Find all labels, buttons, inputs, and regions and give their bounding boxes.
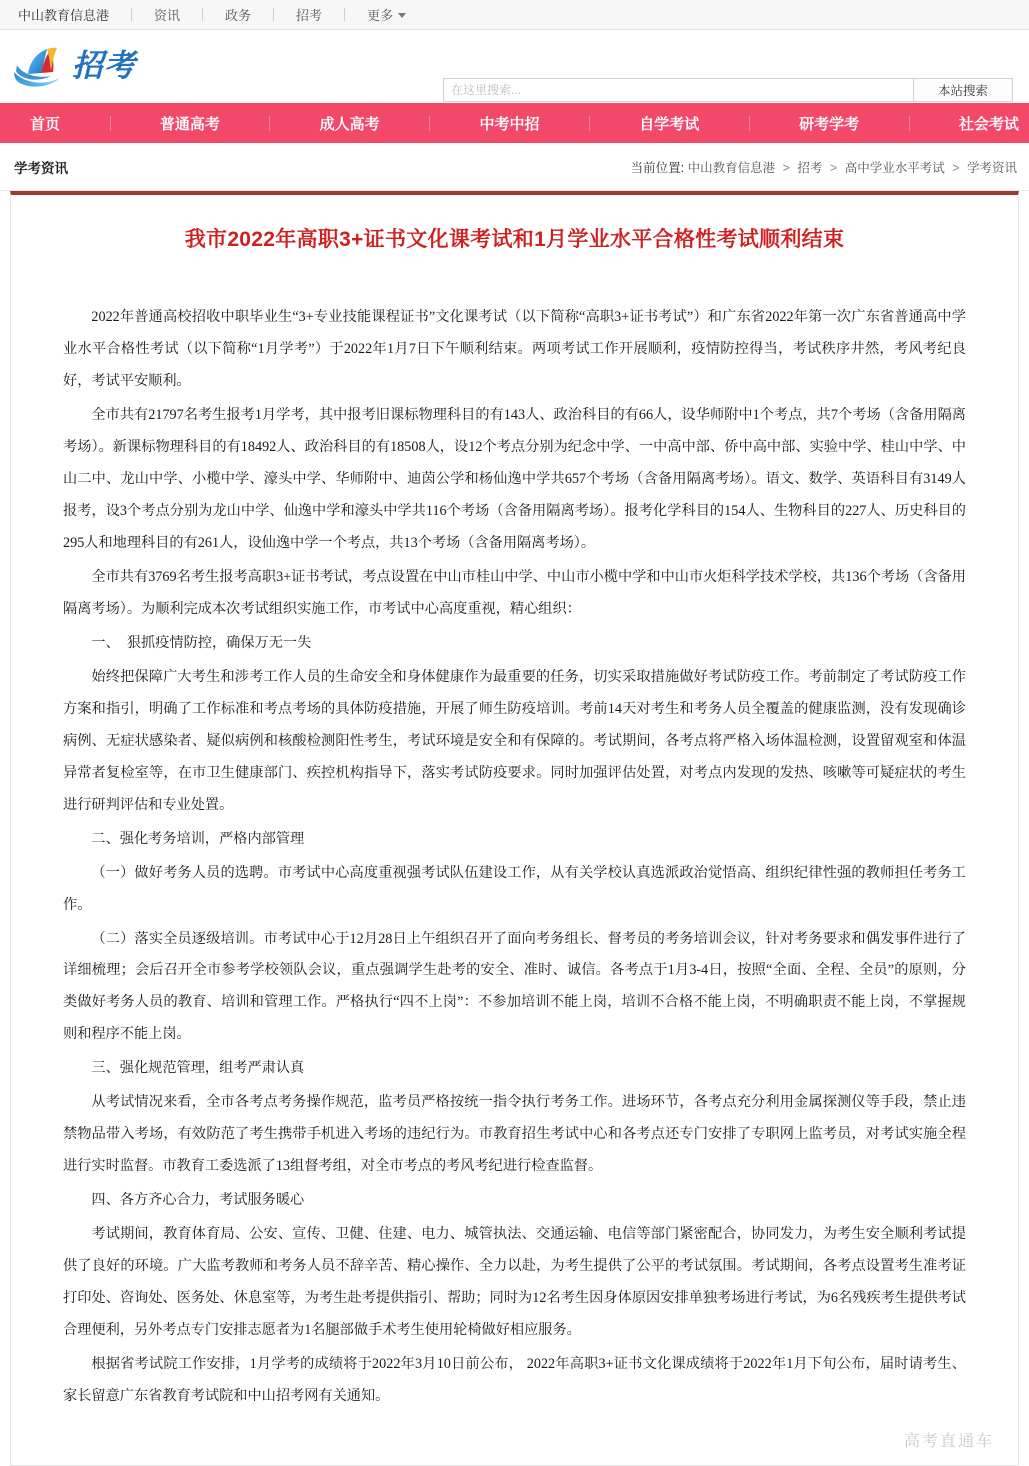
breadcrumb-item-portal[interactable]: 中山教育信息港 [687, 160, 776, 175]
article-paragraph: （一）做好考务人员的选聘。市考试中心高度重视强考试队伍建设工作，从有关学校认真选派政治觉悟高、组织纪律性强的教师担任考务工作。 [63, 864, 966, 913]
divider [202, 8, 203, 21]
nav-item-adult-gaokao[interactable]: 成人高考 [319, 115, 380, 133]
divider [110, 116, 111, 131]
breadcrumb-separator: > [829, 160, 838, 175]
breadcrumb-separator: > [782, 160, 790, 175]
divider [589, 116, 590, 131]
article-body [63, 302, 966, 1464]
column-title: 学考资讯 [14, 160, 68, 176]
book-swoosh-logo-icon [10, 43, 66, 91]
chevron-down-icon [398, 13, 406, 18]
site-search-button[interactable]: 本站搜索 [913, 78, 1013, 102]
article-section-heading-4: 四、各方齐心合力，考试服务暖心 [91, 1192, 305, 1209]
top-link-news[interactable]: 资讯 [154, 8, 181, 23]
breadcrumb-item-admissions[interactable]: 招考 [797, 160, 823, 175]
top-more-menu[interactable] [367, 5, 406, 24]
divider [131, 8, 132, 21]
divider [269, 116, 270, 131]
article-paragraph: 全市共有21797名考生报考1月学考，其中报考旧课标物理科目的有143人、政治科目的有66人，设华师附中1个考点，共7个考场（含备用隔离考场）。新课标物理科目的有18492人、政治科目的有18508人，设12个考点分别为纪念中学、一中高中部、侨中高中部、实验中学、桂山中学、中山二中、龙山中学、小榄中学、濠头中学、华师附中、迪茵公学和杨仙逸中学共657个考场（含备用隔离考场）。语文、数学、英语科目有3149人报考，设3个考点分别为龙山中学、仙逸中学和濠头中学共116个考场（含备用隔离考场）。报考化学科目的154人、生物科目的227人、历史科目的295人和地理科目的有261人，设仙逸中学一个考点，共13个考场（含备用隔离考场）。 [63, 407, 966, 552]
article-card [10, 191, 1019, 1466]
top-utility-bar [0, 0, 1029, 30]
brand-text: 招考 [72, 48, 136, 84]
watermark: 高考直通车 [903, 1432, 994, 1450]
article-paragraph: 全市共有3769名考生报考高职3+证书考试，考点设置在中山市桂山中学、中山市小榄中学和中山市火炬科学技术学校，共136个考场（含备用隔离考场）。为顺利完成本次考试组织实施工作，市考试中心高度重视，精心组织： [63, 569, 966, 617]
article-paragraph: 考试期间，教育体育局、公安、宣传、卫健、住建、电力、城管执法、交通运输、电信等部门紧密配合，协同发力，为考生安全顺利考试提供了良好的环境。广大监考教师和考务人员不辞辛苦、精心操作、全力以赴，为考生提供了公平的考试氛围。考试期间，各考点设置考生准考证打印处、咨询处、医务处、休息室等，为考生赴考提供指引、帮助；同时为12名考生因身体原因安排单独考场进行考试，为6名残疾考生提供考试合理便利，另外考点专门安排志愿者为1名腿部做手术考生使用轮椅做好相应服务。 [63, 1226, 966, 1338]
article-paragraph: 从考试情况来看，全市各考点考务操作规范，监考员严格按统一指令执行考务工作。进场环节，各考点充分利用金属探测仪等手段，禁止违禁物品带入考场，有效防范了考生携带手机进入考场的违纪行为。市教育招生考试中心和各考点还专门安排了专职网上监考员，对考试实施全程进行实时监督。市教育工委选派了13组督考组，对全市考点的考风考纪进行检查监督。 [63, 1094, 966, 1175]
article-paragraph: 根据省考试院工作安排，1月学考的成绩将于2022年3月10日前公布， 2022年高职3+证书文化课成绩将于2022年1月下旬公布，届时请考生、家长留意广东省教育考试院和中山招考网有关通知。 [63, 1355, 966, 1404]
article-section-heading-2: 二、强化考务培训，严格内部管理 [91, 830, 305, 847]
main-navigation [0, 103, 1029, 143]
article-paragraph: 2022年普通高校招收中职毕业生“3+专业技能课程证书”文化课考试（以下简称“高职3+证书考试”）和广东省2022年第一次广东省普通高中学业水平合格性考试（以下简称“1月学考”）于2022年1月7日下午顺利结束。两项考试工作开展顺利，疫情防控得当，考试秩序井然，考风考纪良好，考试平安顺利。 [63, 309, 966, 390]
nav-item-gaokao[interactable]: 普通高考 [159, 115, 220, 133]
breadcrumb-item-current[interactable]: 学考资讯 [966, 160, 1017, 175]
breadcrumb-strip [0, 143, 1029, 191]
divider [429, 116, 430, 131]
divider [909, 116, 910, 131]
nav-item-postgrad-exam[interactable]: 研考学考 [799, 115, 860, 133]
nav-item-zhongkao[interactable]: 中考中招 [479, 115, 540, 133]
divider [273, 8, 274, 21]
top-more-label: 更多 [367, 8, 394, 23]
top-link-government[interactable]: 政务 [225, 8, 252, 23]
nav-item-home[interactable]: 首页 [30, 115, 61, 133]
breadcrumb-item-academic-exam[interactable]: 高中学业水平考试 [844, 160, 945, 175]
brand-logo[interactable] [10, 43, 136, 91]
breadcrumb-label: 当前位置: [630, 160, 685, 175]
top-site-name: 中山教育信息港 [18, 8, 110, 23]
nav-item-social-exam[interactable]: 社会考试 [958, 115, 1019, 133]
article-paragraph: （二）落实全员逐级培训。市考试中心于12月28日上午组织召开了面向考务组长、督考员的考务培训会议，针对考务要求和偶发事件进行了详细梳理；会后召开全市参考学校领队会议，重点强调学生赴考的安全、准时、诚信。各考点于1月3-4日，按照“全面、全程、全员”的原则，分类做好考务人员的教育、培训和管理工作。严格执行“四不上岗”：不参加培训不能上岗，培训不合格不能上岗，不明确职责不能上岗，不掌握规则和程序不能上岗。 [63, 930, 966, 1043]
site-header [0, 30, 1029, 103]
divider [749, 116, 750, 131]
breadcrumb [631, 158, 1017, 176]
nav-item-self-study-exam[interactable]: 自学考试 [639, 115, 700, 133]
article-section-heading-1: 一、 狠抓疫情防控，确保万无一失 [91, 634, 312, 651]
page-title: 我市2022年高职3+证书文化课考试和1月学业水平合格性考试顺利结束 [184, 228, 845, 251]
divider [344, 8, 345, 21]
breadcrumb-separator: > [952, 160, 960, 175]
search-input[interactable] [443, 78, 913, 102]
article-section-heading-3: 三、强化规范管理，组考严肃认真 [91, 1060, 305, 1077]
top-link-admissions[interactable]: 招考 [296, 8, 323, 23]
search-box [443, 78, 1013, 102]
article-paragraph: 始终把保障广大考生和涉考工作人员的生命安全和身体健康作为最重要的任务，切实采取措施做好考试防疫工作。考前制定了考试防疫工作方案和指引，明确了工作标准和考点考场的具体防疫措施，开展了师生防疫培训。考前14天对考生和考务人员全覆盖的健康监测，没有发现确诊病例、无症状感染者、疑似病例和核酸检测阳性考生，考试环境是安全和有保障的。考试期间，各考点将严格入场体温检测，设置留观室和体温异常者复检室等，在市卫生健康部门、疾控机构指导下，落实考试防疫要求。同时加强评估处置，对考点内发现的发热、咳嗽等可疑症状的考生进行研判评估和专业处置。 [63, 668, 966, 813]
